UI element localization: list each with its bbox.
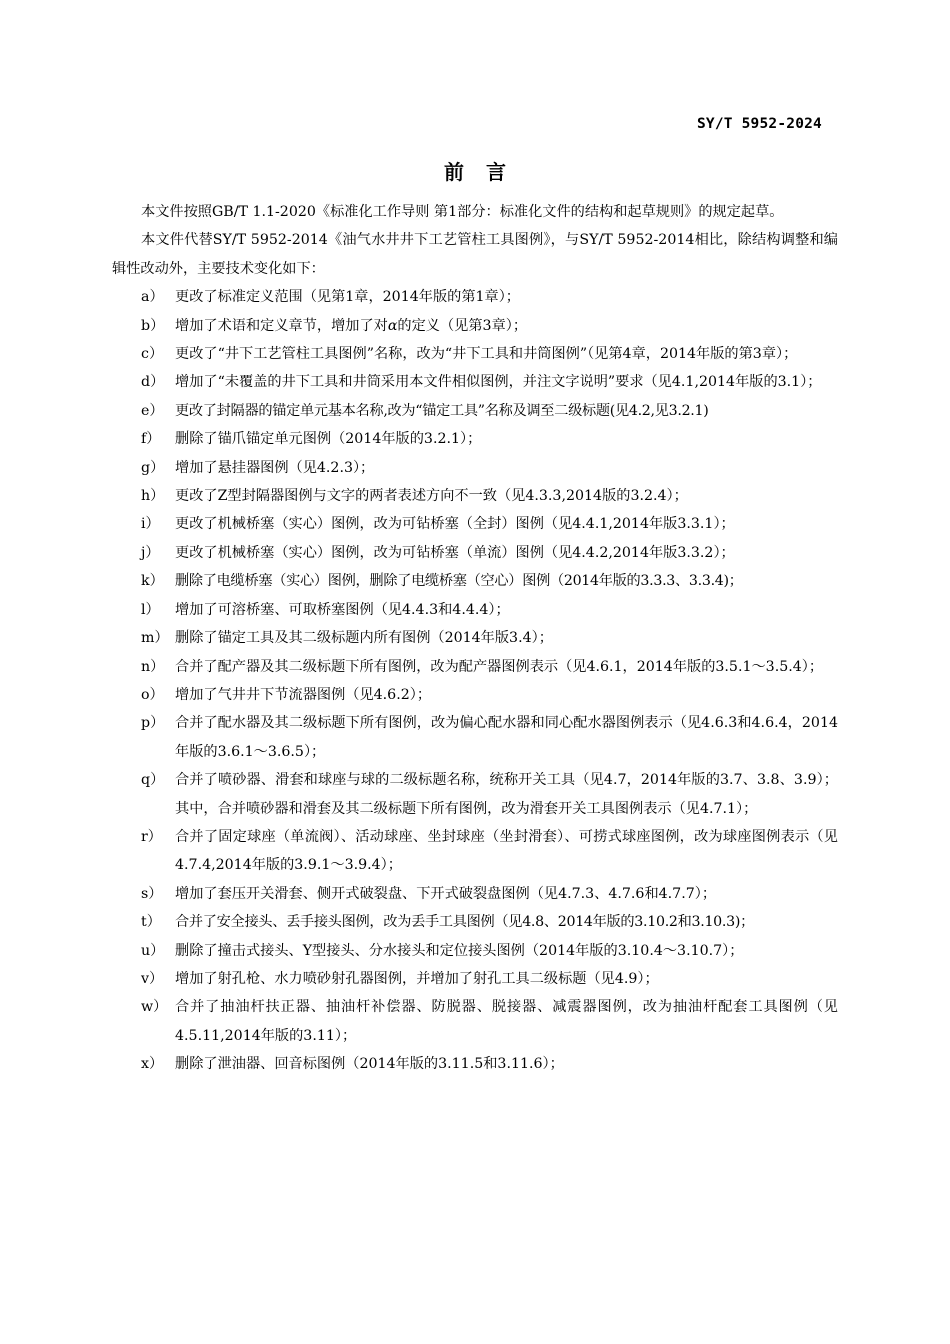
list-item-text: 更改了“井下工艺管柱工具图例”名称，改为“井下工具和井筒图例”（见第4章，2014年版的第3章）； [175, 346, 798, 363]
list-item-text: 删除了锚爪锚定单元图例（2014年版的3.2.1）； [175, 431, 482, 448]
list-item [112, 766, 838, 823]
list-item-text: 删除了撞击式接头、Y型接头、分水接头和定位接头图例（2014年版的3.10.4～3.10.7）； [175, 942, 744, 959]
list-item-marker: d） [141, 374, 165, 391]
list-item [112, 482, 838, 510]
list-item-text: 合并了配产器及其二级标题下所有图例，改为配产器图例表示（见4.6.1，2014年版的3.5.1～3.5.4）； [175, 658, 824, 675]
list-item-marker: t） [141, 914, 161, 931]
list-item-marker: q） [141, 772, 165, 789]
document-code: SY/T 5952-2024 [696, 116, 822, 132]
list-item-marker: a） [141, 289, 164, 306]
list-item-marker: w） [141, 999, 168, 1016]
list-item-text-before: 增加了术语和定义章节，增加了对 [175, 317, 388, 334]
list-item-text: 更改了标准定义范围（见第1章，2014年版的第1章）； [175, 289, 520, 306]
list-item-text: 更改了封隔器的锚定单元基本名称,改为“锚定工具”名称及调至二级标题(见4.2,见3.2.1) [175, 402, 709, 419]
list-item-text: 增加了可溶桥塞、可取桥塞图例（见4.4.3和4.4.4）； [175, 601, 510, 618]
list-item [112, 1050, 838, 1078]
alpha-symbol: α [387, 317, 398, 334]
list-item-text: 增加了套压开关滑套、侧开式破裂盘、下开式破裂盘图例（见4.7.3、4.7.6和4.7.7）； [175, 885, 717, 902]
list-item-text: 删除了泄油器、回音标图例（2014年版的3.11.5和3.11.6）； [175, 1056, 564, 1073]
list-item-text: 更改了Z型封隔器图例与文字的两者表述方向不一致（见4.3.3,2014版的3.2.4）； [175, 488, 688, 505]
list-item-marker: b） [141, 317, 165, 334]
list-item-marker: s） [141, 885, 163, 902]
list-item [112, 539, 838, 567]
list-item [112, 368, 838, 396]
list-item-marker: c） [141, 346, 164, 363]
list-item-marker: m） [141, 630, 169, 647]
list-item [112, 681, 838, 709]
list-item [112, 709, 838, 766]
list-item-marker: j） [141, 544, 160, 561]
list-item [112, 908, 838, 936]
list-item-text: 增加了气井井下节流器图例（见4.6.2）； [175, 686, 432, 703]
list-item [112, 880, 838, 908]
list-item-text [175, 312, 838, 340]
list-item [112, 567, 838, 595]
list-item-marker: h） [141, 488, 165, 505]
list-item-text: 增加了射孔枪、水力喷砂射孔器图例，并增加了射孔工具二级标题（见4.9）； [175, 970, 659, 987]
intro-paragraph-1: 本文件按照GB/T 1.1-2020《标准化工作导则 第1部分：标准化文件的结构和起草规则》的规定起草。 [141, 204, 784, 220]
list-item [112, 624, 838, 652]
list-item-marker: f） [141, 431, 161, 448]
list-item [112, 937, 838, 965]
list-item-marker: u） [141, 942, 165, 959]
list-item-text: 合并了固定球座（单流阀）、活动球座、坐封球座（坐封滑套）、可捞式球座图例，改为球座图例表示（见4.7.4,2014年版的3.9.1～3.9.4）； [175, 828, 838, 874]
list-item-marker: p） [141, 715, 165, 732]
list-item-marker: k） [141, 573, 164, 590]
list-item-text-after: 的定义（见第3章）； [397, 317, 528, 334]
list-item-marker: o） [141, 686, 164, 703]
list-item-marker: n） [141, 658, 165, 675]
list-item-marker: r） [141, 828, 162, 845]
document-body [112, 198, 838, 1079]
list-item [112, 510, 838, 538]
list-item-text: 更改了机械桥塞（实心）图例，改为可钻桥塞（单流）图例（见4.4.2,2014年版3.3.2）； [175, 544, 735, 561]
list-item-text: 合并了配水器及其二级标题下所有图例，改为偏心配水器和同心配水器图例表示（见4.6.3和4.6.4，2014年版的3.6.1～3.6.5）； [175, 715, 838, 760]
list-item-marker: v） [141, 970, 164, 987]
list-item-marker: i） [141, 516, 160, 533]
list-item-text: 增加了悬挂器图例（见4.2.3）； [175, 459, 375, 476]
intro-paragraph-2: 本文件代替SY/T 5952-2014《油气水井井下工艺管柱工具图例》，与SY/T 5952-2014相比，除结构调整和编辑性改动外，主要技术变化如下： [112, 232, 838, 277]
list-item-text: 增加了“未覆盖的井下工具和井筒采用本文件相似图例，并注文字说明”要求（见4.1,2014年版的3.1）； [175, 374, 822, 391]
list-item-marker: l） [141, 601, 160, 618]
list-item-marker: x） [141, 1056, 164, 1073]
list-item-text: 删除了电缆桥塞（实心）图例，删除了电缆桥塞（空心）图例（2014年版的3.3.3、3.3.4)； [175, 573, 743, 590]
list-item-marker: g） [141, 459, 165, 476]
list-item [112, 312, 838, 340]
list-item [112, 653, 838, 681]
list-item [112, 965, 838, 993]
page-title: 前言 [444, 160, 528, 184]
list-item [112, 283, 838, 311]
list-item-marker: e） [141, 402, 164, 419]
list-item-text: 合并了喷砂器、滑套和球座与球的二级标题名称，统称开关工具（见4.7，2014年版的3.7、3.8、3.9）；其中，合并喷砂器和滑套及其二级标题下所有图例，改为滑套开关工具图例表示（见4.7.1）； [175, 772, 838, 817]
list-item [112, 596, 838, 624]
list-item [112, 397, 838, 425]
list-item-text: 删除了锚定工具及其二级标题内所有图例（2014年版3.4）； [175, 630, 553, 647]
list-item-text: 合并了安全接头、丢手接头图例，改为丢手工具图例（见4.8、2014年版的3.10.2和3.10.3)； [175, 914, 754, 931]
list-item [112, 340, 838, 368]
list-item-text: 合并了抽油杆扶正器、抽油杆补偿器、防脱器、脱接器、减震器图例，改为抽油杆配套工具图例（见4.5.11,2014年版的3.11）； [175, 999, 838, 1044]
list-item [112, 454, 838, 482]
list-item [112, 425, 838, 453]
list-item [112, 993, 838, 1050]
list-item [112, 823, 838, 880]
list-item-text: 更改了机械桥塞（实心）图例，改为可钻桥塞（全封）图例（见4.4.1,2014年版3.3.1）； [175, 516, 735, 533]
changes-list [112, 283, 838, 1078]
